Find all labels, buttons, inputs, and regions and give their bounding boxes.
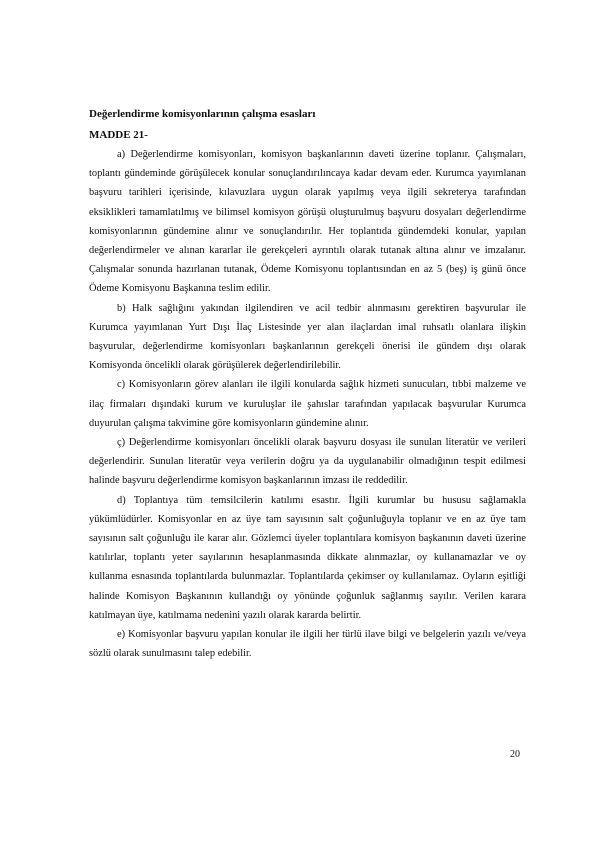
document-body [89, 106, 526, 663]
paragraph-d: d) Toplantıya tüm temsilcilerin katılımı esastır. İlgili kurumlar bu hususu sağlamakla yükümlüdürler. Komisyonlar en az üye tam sayısının salt çoğunluğuyla toplanır ve en az üye tam sayısının salt çoğunluğu ile karar alır. Gözlemci üyeler toplantılara komisyon başkanının daveti üzerine katılırlar, toplantı yeter sayılarının hesaplanmasında dikkate alınmazlar, oy kullanamazlar ve oy kullanma esnasında toplantılarda bulunmazlar. Toplantılarda çekimser oy kullanılamaz. Oyların eşitliği halinde Komisyon Başkanının kullandığı oy yönünde çoğunluk sağlanmış sayılır. Verilen karara katılmayan üye, katılmama nedenini yazılı olarak kararda belirtir. [89, 494, 526, 621]
section-title: Değerlendirme komisyonlarının çalışma esasları [89, 108, 316, 120]
paragraph-c: c) Komisyonların görev alanları ile ilgili konularda sağlık hizmeti sunucuları, tıbbi malzeme ve ilaç firmaları dışındaki kurum ve kuruluşlar ile şahıslar tarafından yapılacak başvurular Kurumca duyurulan çalışma takvimine göre komisyonların gündemine alınır. [89, 379, 526, 429]
page-number: 20 [510, 749, 520, 760]
article-label: MADDE 21- [89, 129, 148, 141]
paragraph-c-cedilla: ç) Değerlendirme komisyonları öncelikli olarak başvuru dosyası ile sunulan literatür ve verileri değerlendirir. Sunulan literatür veya verilerin doğru ya da uygulanabilir olmadığının tespit edilmesi halinde başvuru değerlendirme komisyon başkanlarının imzası ile reddedilir. [89, 437, 526, 487]
paragraph-e: e) Komisyonlar başvuru yapılan konular ile ilgili her türlü ilave bilgi ve belgelerin yazılı ve/veya sözlü olarak sunulmasını talep edebilir. [89, 629, 526, 660]
paragraph-b: b) Halk sağlığını yakından ilgilendiren ve acil tedbir alınmasını gerektiren başvurular ile Kurumca yayımlanan Yurt Dışı İlaç Listesinde yer alan ilaçlardan imal ruhsatlı olanlara ilişkin başvurular, değerlendirme komisyonları başkanlarının gerekçeli önerisi ile gündem dışı olarak Komisyonda öncelikli olarak görüşülerek değerlendirilebilir. [89, 302, 526, 372]
paragraph-a: a) Değerlendirme komisyonları, komisyon başkanlarının daveti üzerine toplanır. Çalışmaları, toplantı gündeminde görüşülecek konular sonuçlandırılıncaya kadar devam eder. Kurumca yayımlanan başvuru tarihleri içerisinde, kılavuzlara uygun olarak yapılmış veya ilgili sekreterya tarafından eksiklikleri tamamlatılmış ve bilimsel komisyon görüşü oluşturulmuş başvuru dosyaları değerlendirme komisyonlarının gündemine alınır ve sonuçlandırılır. Her toplantıda gündemdeki konular, yapılan değerlendirmeler ve alınan kararlar ile gerekçeleri ayrıntılı olarak tutanak altına alınır ve imzalanır. Çalışmalar sonunda hazırlanan tutanak, Ödeme Komisyonu toplantısından en az 5 (beş) iş günü önce Ödeme Komisyonu Başkanına teslim edilir. [89, 149, 526, 295]
